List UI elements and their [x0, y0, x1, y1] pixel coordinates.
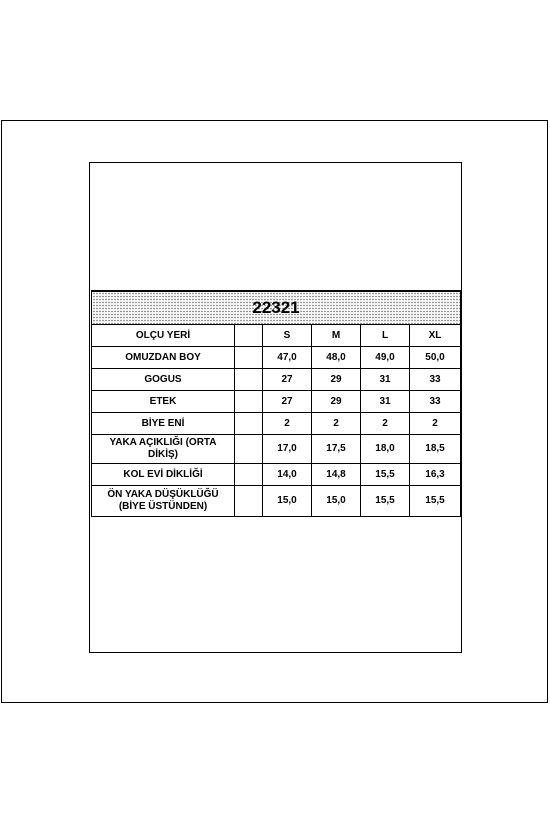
value-cell: 33 — [410, 391, 461, 413]
value-cell: 2 — [312, 413, 361, 435]
value-cell: 2 — [361, 413, 410, 435]
value-cell: 18,5 — [410, 435, 461, 464]
value-cell: 15,0 — [312, 486, 361, 517]
value-cell: 47,0 — [263, 347, 312, 369]
table-row — [92, 486, 461, 517]
value-cell: 14,0 — [263, 464, 312, 486]
value-cell: 17,0 — [263, 435, 312, 464]
value-cell: 2 — [263, 413, 312, 435]
size-chart-table — [91, 290, 461, 517]
title-row — [92, 291, 461, 325]
value-cell: 33 — [410, 369, 461, 391]
blank-cell — [235, 369, 263, 391]
table-row — [92, 464, 461, 486]
value-cell: 31 — [361, 369, 410, 391]
value-cell: 17,5 — [312, 435, 361, 464]
value-cell: 15,5 — [361, 486, 410, 517]
blank-cell — [235, 325, 263, 347]
value-cell: 29 — [312, 391, 361, 413]
value-cell: 18,0 — [361, 435, 410, 464]
model-code: 22321 — [252, 298, 300, 317]
table-row — [92, 435, 461, 464]
value-cell: 16,3 — [410, 464, 461, 486]
size-header: XL — [410, 325, 461, 347]
value-cell: 50,0 — [410, 347, 461, 369]
value-cell: 15,0 — [263, 486, 312, 517]
value-cell: 29 — [312, 369, 361, 391]
row-label: YAKA AÇIKLIĞI (ORTA DİKİŞ) — [92, 435, 235, 464]
value-cell: 49,0 — [361, 347, 410, 369]
header-row — [92, 325, 461, 347]
row-label: OMUZDAN BOY — [92, 347, 235, 369]
table-row — [92, 391, 461, 413]
value-cell: 14,8 — [312, 464, 361, 486]
table-row — [92, 347, 461, 369]
value-cell: 15,5 — [361, 464, 410, 486]
row-label: GOGUS — [92, 369, 235, 391]
value-cell: 15,5 — [410, 486, 461, 517]
table-row — [92, 413, 461, 435]
value-cell: 2 — [410, 413, 461, 435]
row-label: ÖN YAKA DÜŞÜKLÜĞÜ (BİYE ÜSTÜNDEN) — [92, 486, 235, 517]
measure-point-header: OLÇU YERİ — [92, 325, 235, 347]
row-label: KOL EVİ DİKLİĞİ — [92, 464, 235, 486]
row-label: ETEK — [92, 391, 235, 413]
blank-cell — [235, 347, 263, 369]
row-label: BİYE ENİ — [92, 413, 235, 435]
model-code-cell — [92, 291, 461, 325]
table-row — [92, 369, 461, 391]
blank-cell — [235, 413, 263, 435]
blank-cell — [235, 464, 263, 486]
value-cell: 27 — [263, 391, 312, 413]
value-cell: 48,0 — [312, 347, 361, 369]
size-header: L — [361, 325, 410, 347]
value-cell: 31 — [361, 391, 410, 413]
blank-cell — [235, 486, 263, 517]
blank-cell — [235, 435, 263, 464]
size-header: M — [312, 325, 361, 347]
blank-cell — [235, 391, 263, 413]
size-header: S — [263, 325, 312, 347]
value-cell: 27 — [263, 369, 312, 391]
